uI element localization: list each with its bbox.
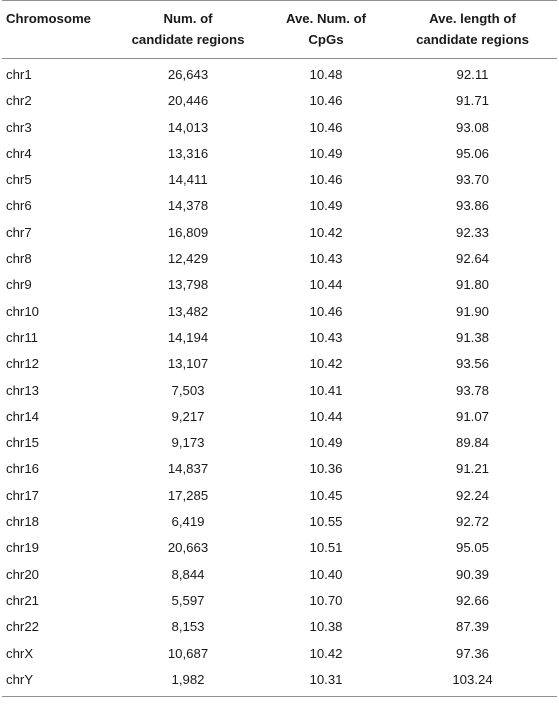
cell-num-regions: 14,013: [167, 119, 209, 135]
cell-chromosome: chr9: [6, 277, 32, 293]
cell-ave-length: 91.07: [455, 408, 489, 424]
table-row: [2, 246, 557, 272]
cell-num-regions: 5,597: [171, 592, 205, 608]
cell-ave-length: 92.11: [456, 67, 489, 82]
cell-ave-length: 91.21: [455, 461, 489, 477]
cell-num-regions: 14,378: [167, 198, 209, 214]
cell-ave-cpgs: 10.49: [309, 198, 343, 214]
cell-ave-length: 90.39: [455, 566, 489, 582]
cell-ave-cpgs: 10.42: [309, 356, 343, 372]
cell-ave-length: 91.71: [455, 93, 489, 109]
cell-ave-length: 92.66: [455, 592, 489, 608]
cell-num-regions: 13,798: [167, 277, 209, 293]
cell-chromosome: chr16: [6, 461, 39, 477]
header-num-regions-line2: candidate regions: [131, 32, 245, 47]
cell-ave-cpgs: 10.46: [309, 172, 343, 188]
cell-chromosome: chr21: [6, 592, 39, 608]
cell-chromosome: chr11: [6, 329, 39, 345]
cell-ave-cpgs: 10.42: [309, 224, 343, 240]
table-row: [2, 456, 557, 482]
table-footer-rule: [2, 697, 557, 698]
cell-chromosome: chr22: [6, 619, 39, 635]
cell-ave-cpgs: 10.38: [309, 619, 343, 635]
cell-chromosome: chr4: [6, 145, 32, 161]
cell-num-regions: 14,837: [167, 461, 209, 477]
header-ave-cpgs: [264, 1, 388, 59]
table-row: [2, 641, 557, 667]
cell-chromosome: chr12: [6, 356, 39, 372]
header-row: [2, 1, 557, 59]
cell-chromosome: chr3: [6, 119, 32, 135]
table-row: [2, 509, 557, 535]
cell-num-regions: 16,809: [167, 224, 209, 240]
table-row: [2, 59, 557, 89]
cell-ave-length: 93.86: [455, 198, 489, 214]
cell-ave-cpgs: 10.31: [309, 671, 343, 687]
footer-rule-row: [2, 697, 557, 698]
table-row: [2, 193, 557, 219]
cell-ave-cpgs: 10.51: [309, 540, 343, 556]
cell-num-regions: 9,173: [171, 435, 205, 451]
cell-ave-cpgs: 10.45: [309, 487, 343, 503]
table-row: [2, 588, 557, 614]
candidate-regions-table: [2, 0, 557, 697]
footer-rule: [2, 697, 557, 698]
table-row: [2, 667, 557, 697]
cell-ave-length: 97.36: [455, 645, 489, 661]
header-ave-cpgs-line1: Ave. Num. of: [285, 11, 367, 26]
table-row: [2, 167, 557, 193]
cell-ave-length: 91.80: [455, 277, 489, 293]
table-row: [2, 88, 557, 114]
cell-chromosome: chrY: [6, 671, 34, 687]
table-row: [2, 562, 557, 588]
table-row: [2, 141, 557, 167]
cell-num-regions: 14,411: [168, 172, 208, 188]
cell-ave-length: 87.39: [455, 619, 489, 635]
cell-ave-cpgs: 10.46: [309, 119, 343, 135]
table-row: [2, 115, 557, 141]
header-num-regions-line1: Num. of: [163, 11, 213, 26]
cell-chromosome: chr5: [6, 172, 32, 188]
cell-num-regions: 14,194: [167, 329, 209, 345]
cell-chromosome: chr15: [6, 435, 39, 451]
cell-num-regions: 12,429: [167, 251, 209, 267]
cell-num-regions: 20,446: [167, 93, 209, 109]
cell-num-regions: 13,482: [167, 303, 209, 319]
cell-chromosome: chr17: [6, 487, 39, 503]
cell-ave-cpgs: 10.41: [309, 382, 343, 398]
table-row: [2, 272, 557, 298]
cell-ave-length: 92.33: [455, 224, 489, 240]
table-row: [2, 535, 557, 561]
table-row: [2, 220, 557, 246]
cell-num-regions: 9,217: [171, 408, 205, 424]
cell-ave-length: 93.78: [455, 382, 489, 398]
cell-chromosome: chr8: [6, 251, 32, 267]
cell-num-regions: 17,285: [167, 487, 209, 503]
cell-num-regions: 20,663: [167, 540, 209, 556]
cell-ave-length: 93.70: [455, 172, 489, 188]
table-row: [2, 614, 557, 640]
cell-chromosome: chr2: [6, 93, 32, 109]
cell-num-regions: 13,107: [167, 356, 209, 372]
cell-num-regions: 26,643: [167, 67, 209, 82]
header-ave-length: [388, 1, 557, 59]
cell-num-regions: 6,419: [171, 514, 205, 530]
header-ave-length-line1: Ave. length of: [429, 11, 516, 26]
cell-ave-length: 95.05: [455, 540, 489, 556]
table-row: [2, 351, 557, 377]
header-num-regions: [112, 1, 264, 59]
cell-ave-length: 93.08: [455, 119, 489, 135]
header-ave-cpgs-line2: CpGs: [308, 32, 344, 47]
cell-ave-cpgs: 10.46: [309, 303, 343, 319]
table-row: [2, 299, 557, 325]
table-row: [2, 483, 557, 509]
cell-ave-cpgs: 10.49: [309, 435, 343, 451]
cell-num-regions: 10,687: [167, 645, 209, 661]
cell-ave-cpgs: 10.46: [309, 93, 343, 109]
cell-ave-cpgs: 10.44: [309, 408, 343, 424]
cell-ave-length: 93.56: [455, 356, 489, 372]
table-row: [2, 325, 557, 351]
cell-ave-length: 89.84: [455, 435, 489, 451]
cell-chromosome: chr6: [6, 198, 32, 214]
cell-ave-cpgs: 10.42: [309, 645, 343, 661]
cell-chromosome: chr19: [6, 540, 39, 556]
header-chromosome: [2, 1, 112, 59]
cell-num-regions: 13,316: [167, 145, 209, 161]
cell-ave-length: 91.38: [455, 329, 489, 345]
cell-chromosome: chr1: [6, 67, 32, 82]
cell-chromosome: chr20: [6, 566, 39, 582]
cell-ave-length: 103.24: [452, 671, 493, 687]
cell-ave-cpgs: 10.40: [309, 566, 343, 582]
header-chromosome-label: Chromosome: [6, 11, 91, 26]
cell-chromosome: chr13: [6, 382, 39, 398]
cell-chromosome: chr7: [6, 224, 32, 240]
cell-ave-length: 91.90: [455, 303, 489, 319]
cell-ave-cpgs: 10.44: [309, 277, 343, 293]
cell-ave-length: 95.06: [455, 145, 489, 161]
cell-ave-cpgs: 10.36: [309, 461, 343, 477]
cell-chromosome: chr18: [6, 514, 39, 530]
cell-ave-length: 92.72: [455, 514, 489, 530]
table-row: [2, 378, 557, 404]
cell-num-regions: 8,153: [171, 619, 205, 635]
cell-ave-length: 92.64: [455, 251, 489, 267]
cell-ave-cpgs: 10.55: [309, 514, 343, 530]
cell-chromosome: chrX: [6, 645, 34, 661]
cell-ave-cpgs: 10.43: [309, 251, 343, 267]
table-row: [2, 430, 557, 456]
header-ave-length-line2: candidate regions: [416, 32, 529, 47]
table-body: [2, 59, 557, 697]
cell-ave-cpgs: 10.49: [309, 145, 343, 161]
cell-chromosome: chr14: [6, 408, 39, 424]
cell-num-regions: 1,982: [171, 671, 205, 687]
cell-chromosome: chr10: [6, 303, 39, 319]
table-row: [2, 404, 557, 430]
cell-num-regions: 7,503: [171, 382, 205, 398]
cell-num-regions: 8,844: [171, 566, 205, 582]
cell-ave-length: 92.24: [455, 487, 489, 503]
table-header: [2, 1, 557, 59]
cell-ave-cpgs: 10.48: [309, 67, 343, 82]
cell-ave-cpgs: 10.70: [309, 592, 343, 608]
cell-ave-cpgs: 10.43: [309, 329, 343, 345]
